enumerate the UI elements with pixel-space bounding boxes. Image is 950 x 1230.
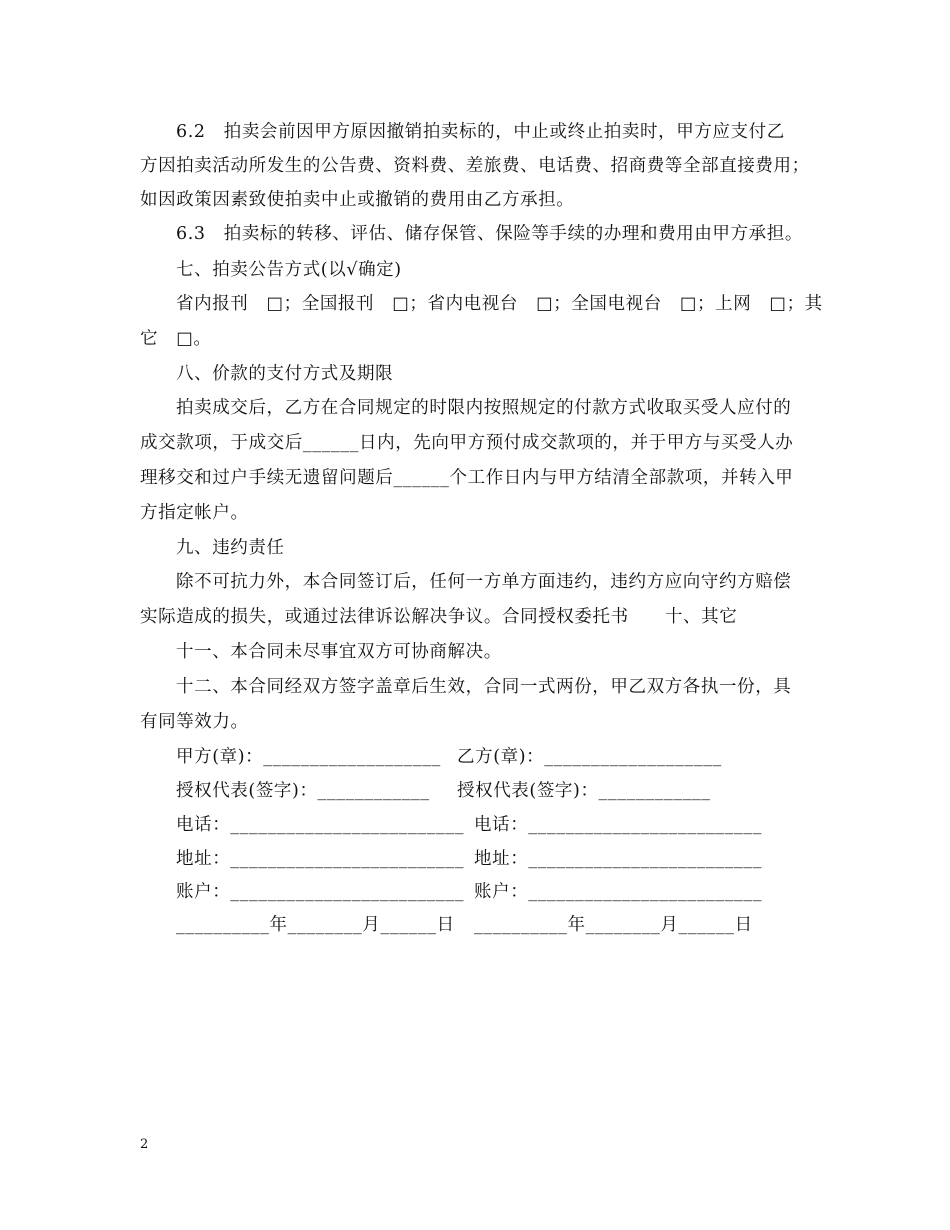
section-8-title: 八、价款的支付方式及期限 [176, 364, 394, 384]
section-7-line-1: 省内报刊 □；全国报刊 □；省内电视台 □；全国电视台 □；上网 □；其 [176, 294, 823, 314]
clause-6-2-line-1: 6.2 拍卖会前因甲方原因撤销拍卖标的，中止或终止拍卖时，甲方应支付乙 [176, 122, 785, 142]
section-7-line-2: 它 □。 [140, 329, 212, 349]
section-9-title: 九、违约责任 [176, 538, 285, 558]
page-number: 2 [140, 1137, 149, 1152]
party-b-account: 账户：_________________________ [474, 882, 763, 902]
section-8-line-2: 成交款项，于成交后______日内，先向甲方预付成交款项的，并于甲方与买受人办 [140, 433, 794, 453]
clause-6-2-line-3: 如因政策因素致使拍卖中止或撤销的费用由乙方承担。 [140, 190, 575, 210]
section-11: 十一、本合同未尽事宜双方可协商解决。 [176, 642, 502, 662]
party-a-seal: 甲方(章)：___________________ [176, 747, 441, 767]
section-8-line-4: 方指定帐户。 [140, 503, 249, 523]
clause-6-2-line-2: 方因拍卖活动所发生的公告费、资料费、差旅费、电话费、招商费等全部直接费用； [140, 156, 810, 176]
party-b-address: 地址：_________________________ [474, 849, 763, 869]
party-a-phone: 电话：_________________________ [176, 815, 465, 835]
section-9-line-1: 除不可抗力外，本合同签订后，任何一方单方面违约，违约方应向守约方赔偿 [176, 572, 792, 592]
clause-6-3: 6.3 拍卖标的转移、评估、储存保管、保险等手续的办理和费用由甲方承担。 [176, 224, 803, 244]
party-b-phone: 电话：_________________________ [474, 815, 763, 835]
party-a-date: __________年________月______日 [176, 915, 455, 935]
party-a-representative: 授权代表(签字)：____________ [176, 781, 430, 801]
section-12-line-2: 有同等效力。 [140, 712, 249, 732]
party-a-address: 地址：_________________________ [176, 849, 465, 869]
section-12-line-1: 十二、本合同经双方签字盖章后生效，合同一式两份，甲乙双方各执一份，具 [176, 677, 792, 697]
section-9-line-2: 实际造成的损失，或通过法律诉讼解决争议。合同授权委托书 十、其它 [140, 607, 738, 627]
section-8-line-1: 拍卖成交后，乙方在合同规定的时限内按照规定的付款方式收取买受人应付的 [176, 398, 792, 418]
party-a-account: 账户：_________________________ [176, 882, 465, 902]
party-b-seal: 乙方(章)：___________________ [457, 747, 722, 767]
party-b-date: __________年________月______日 [474, 915, 753, 935]
section-7-title: 七、拍卖公告方式(以√确定) [176, 260, 402, 280]
party-b-representative: 授权代表(签字)：____________ [457, 781, 711, 801]
section-8-line-3: 理移交和过户手续无遗留问题后______个工作日内与甲方结清全部款项，并转入甲 [140, 468, 794, 488]
